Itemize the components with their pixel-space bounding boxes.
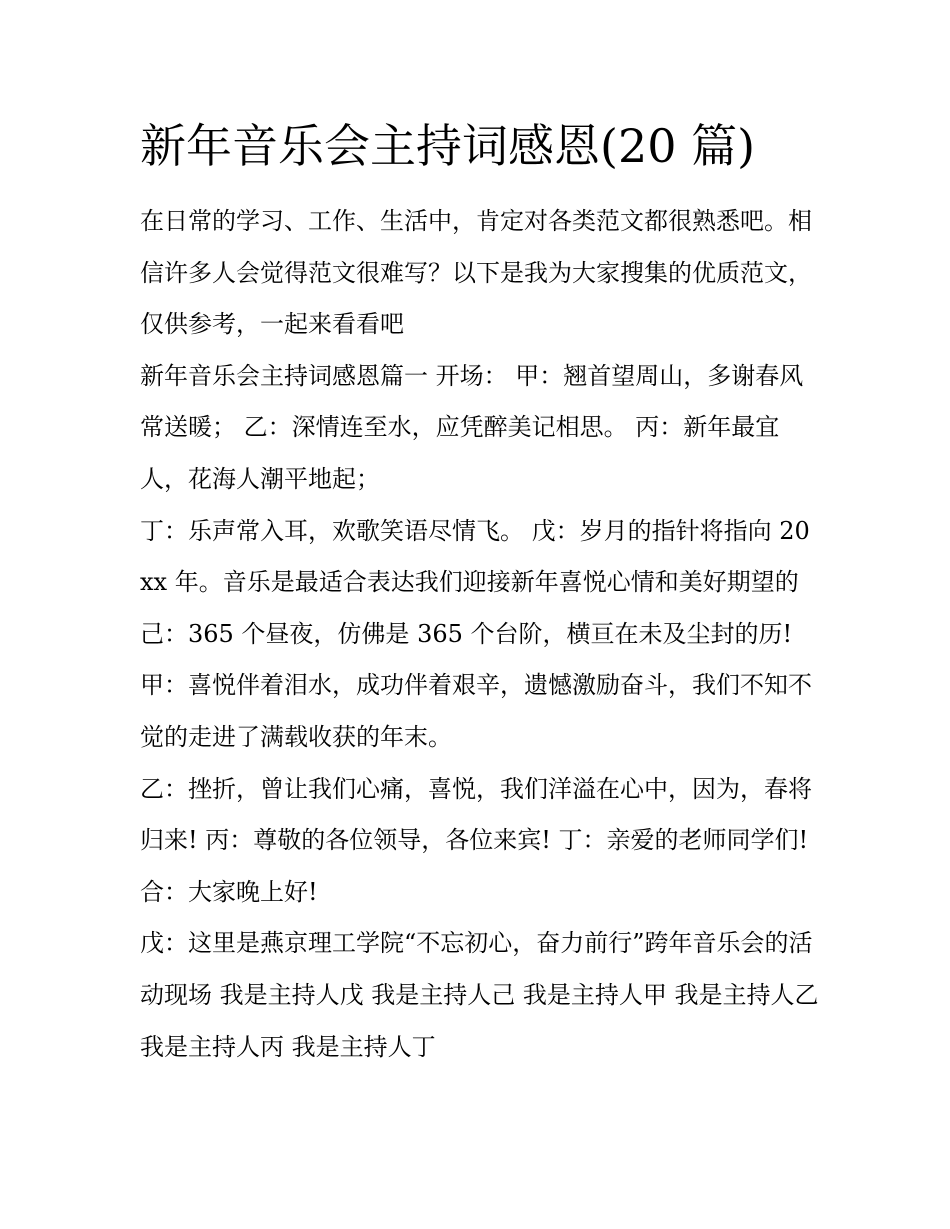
paragraph-wu-hosts: 戊：这里是燕京理工学院“不忘初心，奋力前行”跨年音乐会的活动现场 我是主持人戊 我是主持人己 我是主持人甲 我是主持人乙 我是主持人丙 我是主持人丁 [140, 929, 819, 1061]
paragraph-ding-wu: 丁：乐声常入耳，欢歌笑语尽情飞。 戊：岁月的指针将指向 20xx 年。音乐是最适合表达我们迎接新年喜悦心情和美好期望的 [140, 516, 810, 597]
paragraph-jia: 甲：喜悦伴着泪水，成功伴着艰辛，遗憾激励奋斗，我们不知不觉的走进了满载收获的年末。 [140, 671, 812, 751]
paragraph-ji: 己：365 个昼夜，仿佛是 365 个台阶，横亘在未及尘封的历! [140, 619, 793, 648]
document-body [140, 196, 820, 1073]
paragraph-yi-bing-ding: 乙：挫折，曾让我们心痛，喜悦，我们洋溢在心中，因为，春将归来! 丙：尊敬的各位领导，各位来宾! 丁：亲爱的老师同学们! 合：大家晚上好! [140, 774, 812, 906]
document-title: 新年音乐会主持词感恩(20 篇) [140, 119, 756, 173]
paragraph-opening: 新年音乐会主持词感恩篇一 开场： 甲：翘首望周山，多谢春风常送暖； 乙：深情连至水，应凭醉美记相思。 丙：新年最宜人，花海人潮平地起； [140, 361, 804, 493]
paragraph-intro: 在日常的学习、工作、生活中，肯定对各类范文都很熟悉吧。相信许多人会觉得范文很难写？以下是我为大家搜集的优质范文，仅供参考，一起来看看吧 [140, 207, 812, 339]
